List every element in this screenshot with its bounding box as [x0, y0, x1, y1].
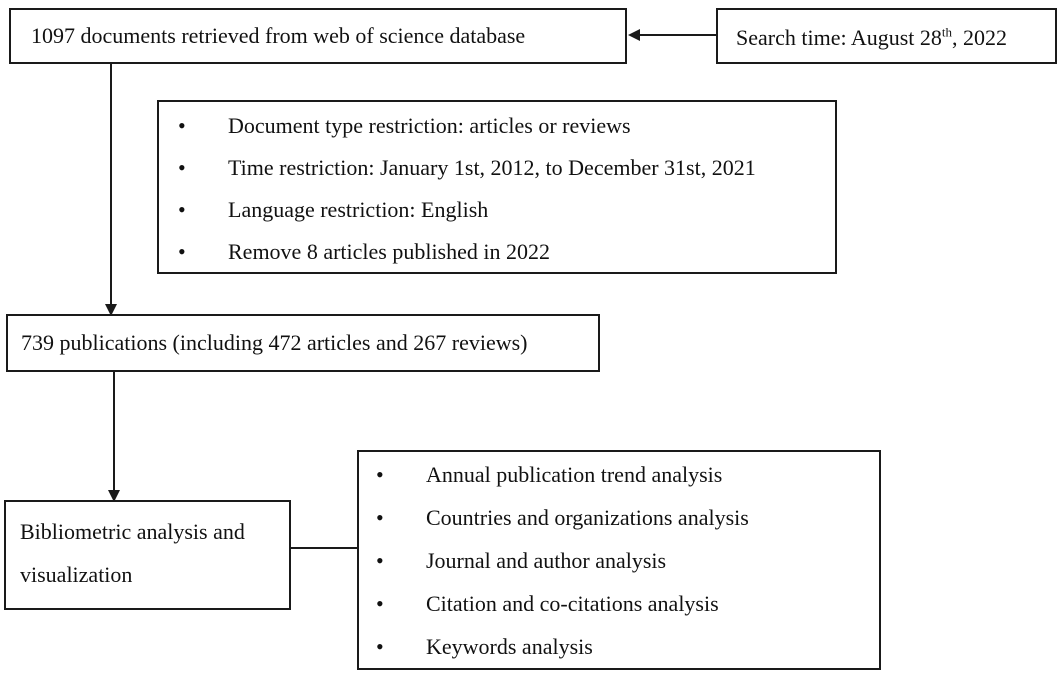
bibliometric-box	[4, 500, 291, 610]
analysis-text: Citation and co-citations analysis	[426, 591, 719, 616]
restriction-item	[178, 155, 756, 197]
bullet-icon: •	[376, 548, 384, 573]
search-time-prefix: Search time: August 28	[736, 25, 942, 50]
restriction-text: Language restriction: English	[228, 197, 489, 222]
analysis-text: Annual publication trend analysis	[426, 462, 723, 487]
publications-box	[6, 314, 600, 372]
analysis-item	[376, 591, 749, 634]
analyses-list	[376, 462, 749, 677]
analysis-text: Keywords analysis	[426, 634, 593, 659]
analyses-box	[357, 450, 881, 670]
restriction-text: Remove 8 articles published in 2022	[228, 239, 550, 264]
analysis-text: Countries and organizations analysis	[426, 505, 749, 530]
analysis-item	[376, 505, 749, 548]
bullet-icon: •	[376, 634, 384, 659]
bullet-icon: •	[376, 505, 384, 530]
retrieved-documents-text: 1097 documents retrieved from web of science database	[31, 23, 526, 48]
bullet-icon: •	[178, 113, 186, 138]
search-time-box	[716, 8, 1057, 64]
restriction-item	[178, 239, 756, 281]
bullet-icon: •	[178, 197, 186, 222]
restriction-text: Document type restriction: articles or reviews	[228, 113, 631, 138]
restriction-item	[178, 197, 756, 239]
restriction-item	[178, 113, 756, 155]
analysis-item	[376, 548, 749, 591]
bullet-icon: •	[376, 462, 384, 487]
bibliometric-line-2: visualization	[20, 562, 133, 587]
publications-text: 739 publications (including 472 articles and 267 reviews)	[21, 330, 528, 355]
analysis-text: Journal and author analysis	[426, 548, 667, 573]
restriction-text: Time restriction: January 1st, 2012, to December 31st, 2021	[228, 155, 756, 180]
restrictions-box	[157, 100, 837, 274]
search-time-superscript: th	[941, 24, 953, 40]
bullet-icon: •	[178, 155, 186, 180]
analysis-item	[376, 462, 749, 505]
bullet-icon: •	[376, 591, 384, 616]
search-time-text	[736, 25, 1007, 51]
analysis-item	[376, 634, 749, 677]
bullet-icon: •	[178, 239, 186, 264]
bibliometric-line-1: Bibliometric analysis and	[20, 519, 245, 544]
retrieved-documents-box	[9, 8, 627, 64]
restrictions-list	[178, 113, 756, 281]
search-time-suffix: , 2022	[952, 25, 1008, 50]
